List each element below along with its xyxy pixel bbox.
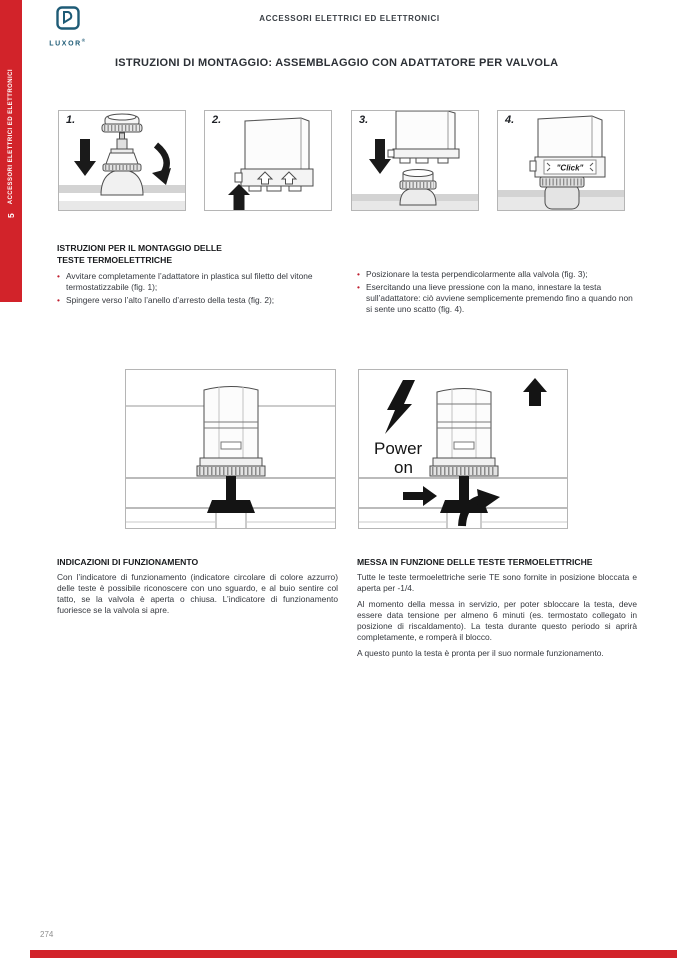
section-heading: ISTRUZIONI PER IL MONTAGGIO DELLE TESTE TERMOELETTRICHE bbox=[57, 243, 222, 265]
step-figure-2 bbox=[204, 110, 332, 211]
figure-number: 4. bbox=[505, 114, 515, 126]
up-arrow-icon bbox=[523, 378, 547, 406]
step-figure-4 bbox=[497, 110, 625, 211]
page-number: 274 bbox=[40, 930, 54, 939]
paragraph: Con l’indicatore di funzionamento (indicatore circolare di colore azzurro) delle teste è possibile riconoscere con uno sguardo, e al buio sentire col tatto, se la valvola è aperta o chiusa. L’indicatore di funzionamento fuoriesce se la valvola si apre. bbox=[57, 571, 338, 615]
power-label-line2: on bbox=[394, 458, 413, 477]
registered-mark-icon: ® bbox=[81, 38, 87, 43]
paragraph: Al momento della messa in servizio, per poter sbloccare la testa, deve essere data tensione per almeno 6 minuti (es. termostato collegato in posizione di riscaldamento). La testa durante questo periodo si aprirà completamente, e romperà il blocco. bbox=[357, 598, 637, 643]
chapter-number: 5 bbox=[6, 213, 16, 218]
page-title: ISTRUZIONI DI MONTAGGIO: ASSEMBLAGGIO CON ADATTATORE PER VALVOLA bbox=[115, 57, 559, 69]
down-arrow-icon bbox=[74, 139, 96, 176]
mounting-instructions-right bbox=[357, 243, 639, 317]
head-ring-push-illustration bbox=[205, 111, 331, 210]
figure-number: 2. bbox=[212, 114, 222, 126]
section-heading: INDICAZIONI DI FUNZIONAMENTO bbox=[57, 557, 199, 567]
bullet-list bbox=[357, 269, 639, 315]
list-item: • Spingere verso l’alto l’anello d’arresto della testa (fig. 2); bbox=[57, 295, 340, 306]
step-figure-3 bbox=[351, 110, 479, 211]
bullet-list bbox=[57, 271, 340, 306]
operation-section bbox=[57, 557, 338, 616]
list-item: • Posizionare la testa perpendicolarmente alla valvola (fig. 3); bbox=[357, 269, 639, 280]
brand-name: LUXOR® bbox=[49, 38, 87, 48]
luxor-logo bbox=[42, 6, 94, 47]
click-label: "Click" bbox=[556, 163, 584, 173]
lightning-bolt-icon bbox=[385, 380, 415, 434]
power-on-flow-illustration bbox=[359, 370, 567, 528]
right-arrow-icon bbox=[403, 486, 437, 506]
section-heading: MESSA IN FUNZIONE DELLE TESTE TERMOELETTRICHE bbox=[357, 557, 593, 567]
chapter-label: ACCESSORI ELETTRICI ED ELETTRONICI bbox=[8, 68, 14, 205]
chapter-tab-text bbox=[0, 0, 22, 232]
paragraph: Tutte le teste termoelettriche serie TE sono fornite in posizione bloccata e aperta per -1/4. bbox=[357, 571, 637, 593]
head-click-illustration bbox=[498, 111, 624, 210]
diagram-head-mounted bbox=[125, 369, 336, 529]
diagram-power-on bbox=[358, 369, 568, 529]
paragraph: A questo punto la testa è pronta per il suo normale funzionamento. bbox=[357, 648, 604, 659]
commissioning-section bbox=[357, 557, 637, 659]
running-header: ACCESSORI ELETTRICI ED ELETTRONICI bbox=[259, 14, 440, 23]
mounting-instructions-left bbox=[57, 243, 340, 308]
list-item: • Avvitare completamente l’adattatore in plastica sul filetto del vitone termostatizzabile (fig. 1); bbox=[57, 271, 340, 293]
power-label-line1: Power bbox=[374, 439, 423, 458]
valve-adapter-screw-illustration bbox=[59, 111, 185, 210]
chapter-tab bbox=[0, 0, 22, 302]
step-figure-1 bbox=[58, 110, 186, 211]
list-item: • Esercitando una lieve pressione con la mano, innestare la testa sull’adattatore: ciò avviene semplicemente premendo fino a quando non si sente uno scatto (fig. 4). bbox=[357, 282, 639, 315]
footer-bar bbox=[30, 950, 677, 958]
figure-number: 1. bbox=[66, 114, 76, 126]
valve-cross-section-illustration bbox=[126, 370, 335, 528]
head-positioning-illustration bbox=[352, 111, 478, 210]
up-arrow-icon bbox=[228, 184, 250, 210]
figure-number: 3. bbox=[359, 114, 369, 126]
